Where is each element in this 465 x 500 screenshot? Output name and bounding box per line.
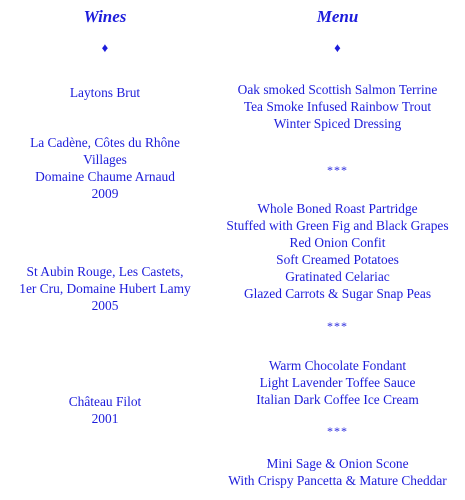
menu-line: Gratinated Celariac <box>285 269 390 284</box>
menu-heading: Menu <box>316 7 359 26</box>
menu-line: Stuffed with Green Fig and Black Grapes <box>226 218 449 233</box>
wines-diamond-ornament-icon: ♦ <box>101 40 109 55</box>
menu-course <box>210 357 465 408</box>
wine-line: Villages <box>83 152 127 167</box>
wine-line: Domaine Chaume Arnaud <box>35 169 175 184</box>
course-separator: *** <box>327 319 348 333</box>
wine-item <box>0 393 210 427</box>
wine-item <box>0 263 210 314</box>
menu-line: Winter Spiced Dressing <box>273 116 402 131</box>
wine-line: 2005 <box>91 298 119 313</box>
course-separator: *** <box>327 424 348 438</box>
wine-line: St Aubin Rouge, Les Castets, <box>26 264 184 279</box>
wine-line: Château Filot <box>68 394 142 409</box>
menu-line: Soft Creamed Potatoes <box>276 252 399 267</box>
menu-course <box>210 455 465 489</box>
wine-item <box>0 84 210 101</box>
course-separator: *** <box>327 163 348 177</box>
menu-line: Italian Dark Coffee Ice Cream <box>256 392 419 407</box>
menu-line: Oak smoked Scottish Salmon Terrine <box>237 82 438 97</box>
wines-heading: Wines <box>83 7 127 26</box>
menu-diamond-ornament-icon: ♦ <box>334 40 341 55</box>
menu-line: Light Lavender Toffee Sauce <box>259 375 416 390</box>
wine-line: La Cadène, Côtes du Rhône <box>30 135 180 150</box>
menu-line: Tea Smoke Infused Rainbow Trout <box>243 99 432 114</box>
menu-line: Warm Chocolate Fondant <box>268 358 407 373</box>
wine-item <box>0 134 210 202</box>
wine-line: Laytons Brut <box>69 85 141 100</box>
menu-course <box>210 81 465 132</box>
menu-line: With Crispy Pancetta & Mature Cheddar <box>228 473 447 488</box>
menu-line: Glazed Carrots & Sugar Snap Peas <box>243 286 432 301</box>
wine-line: 2001 <box>91 411 119 426</box>
wine-line: 1er Cru, Domaine Hubert Lamy <box>19 281 191 296</box>
menu-line: Mini Sage & Onion Scone <box>266 456 409 471</box>
menu-course <box>210 200 465 302</box>
wine-line: 2009 <box>91 186 119 201</box>
menu-line: Red Onion Confit <box>289 235 386 250</box>
menu-line: Whole Boned Roast Partridge <box>257 201 418 216</box>
